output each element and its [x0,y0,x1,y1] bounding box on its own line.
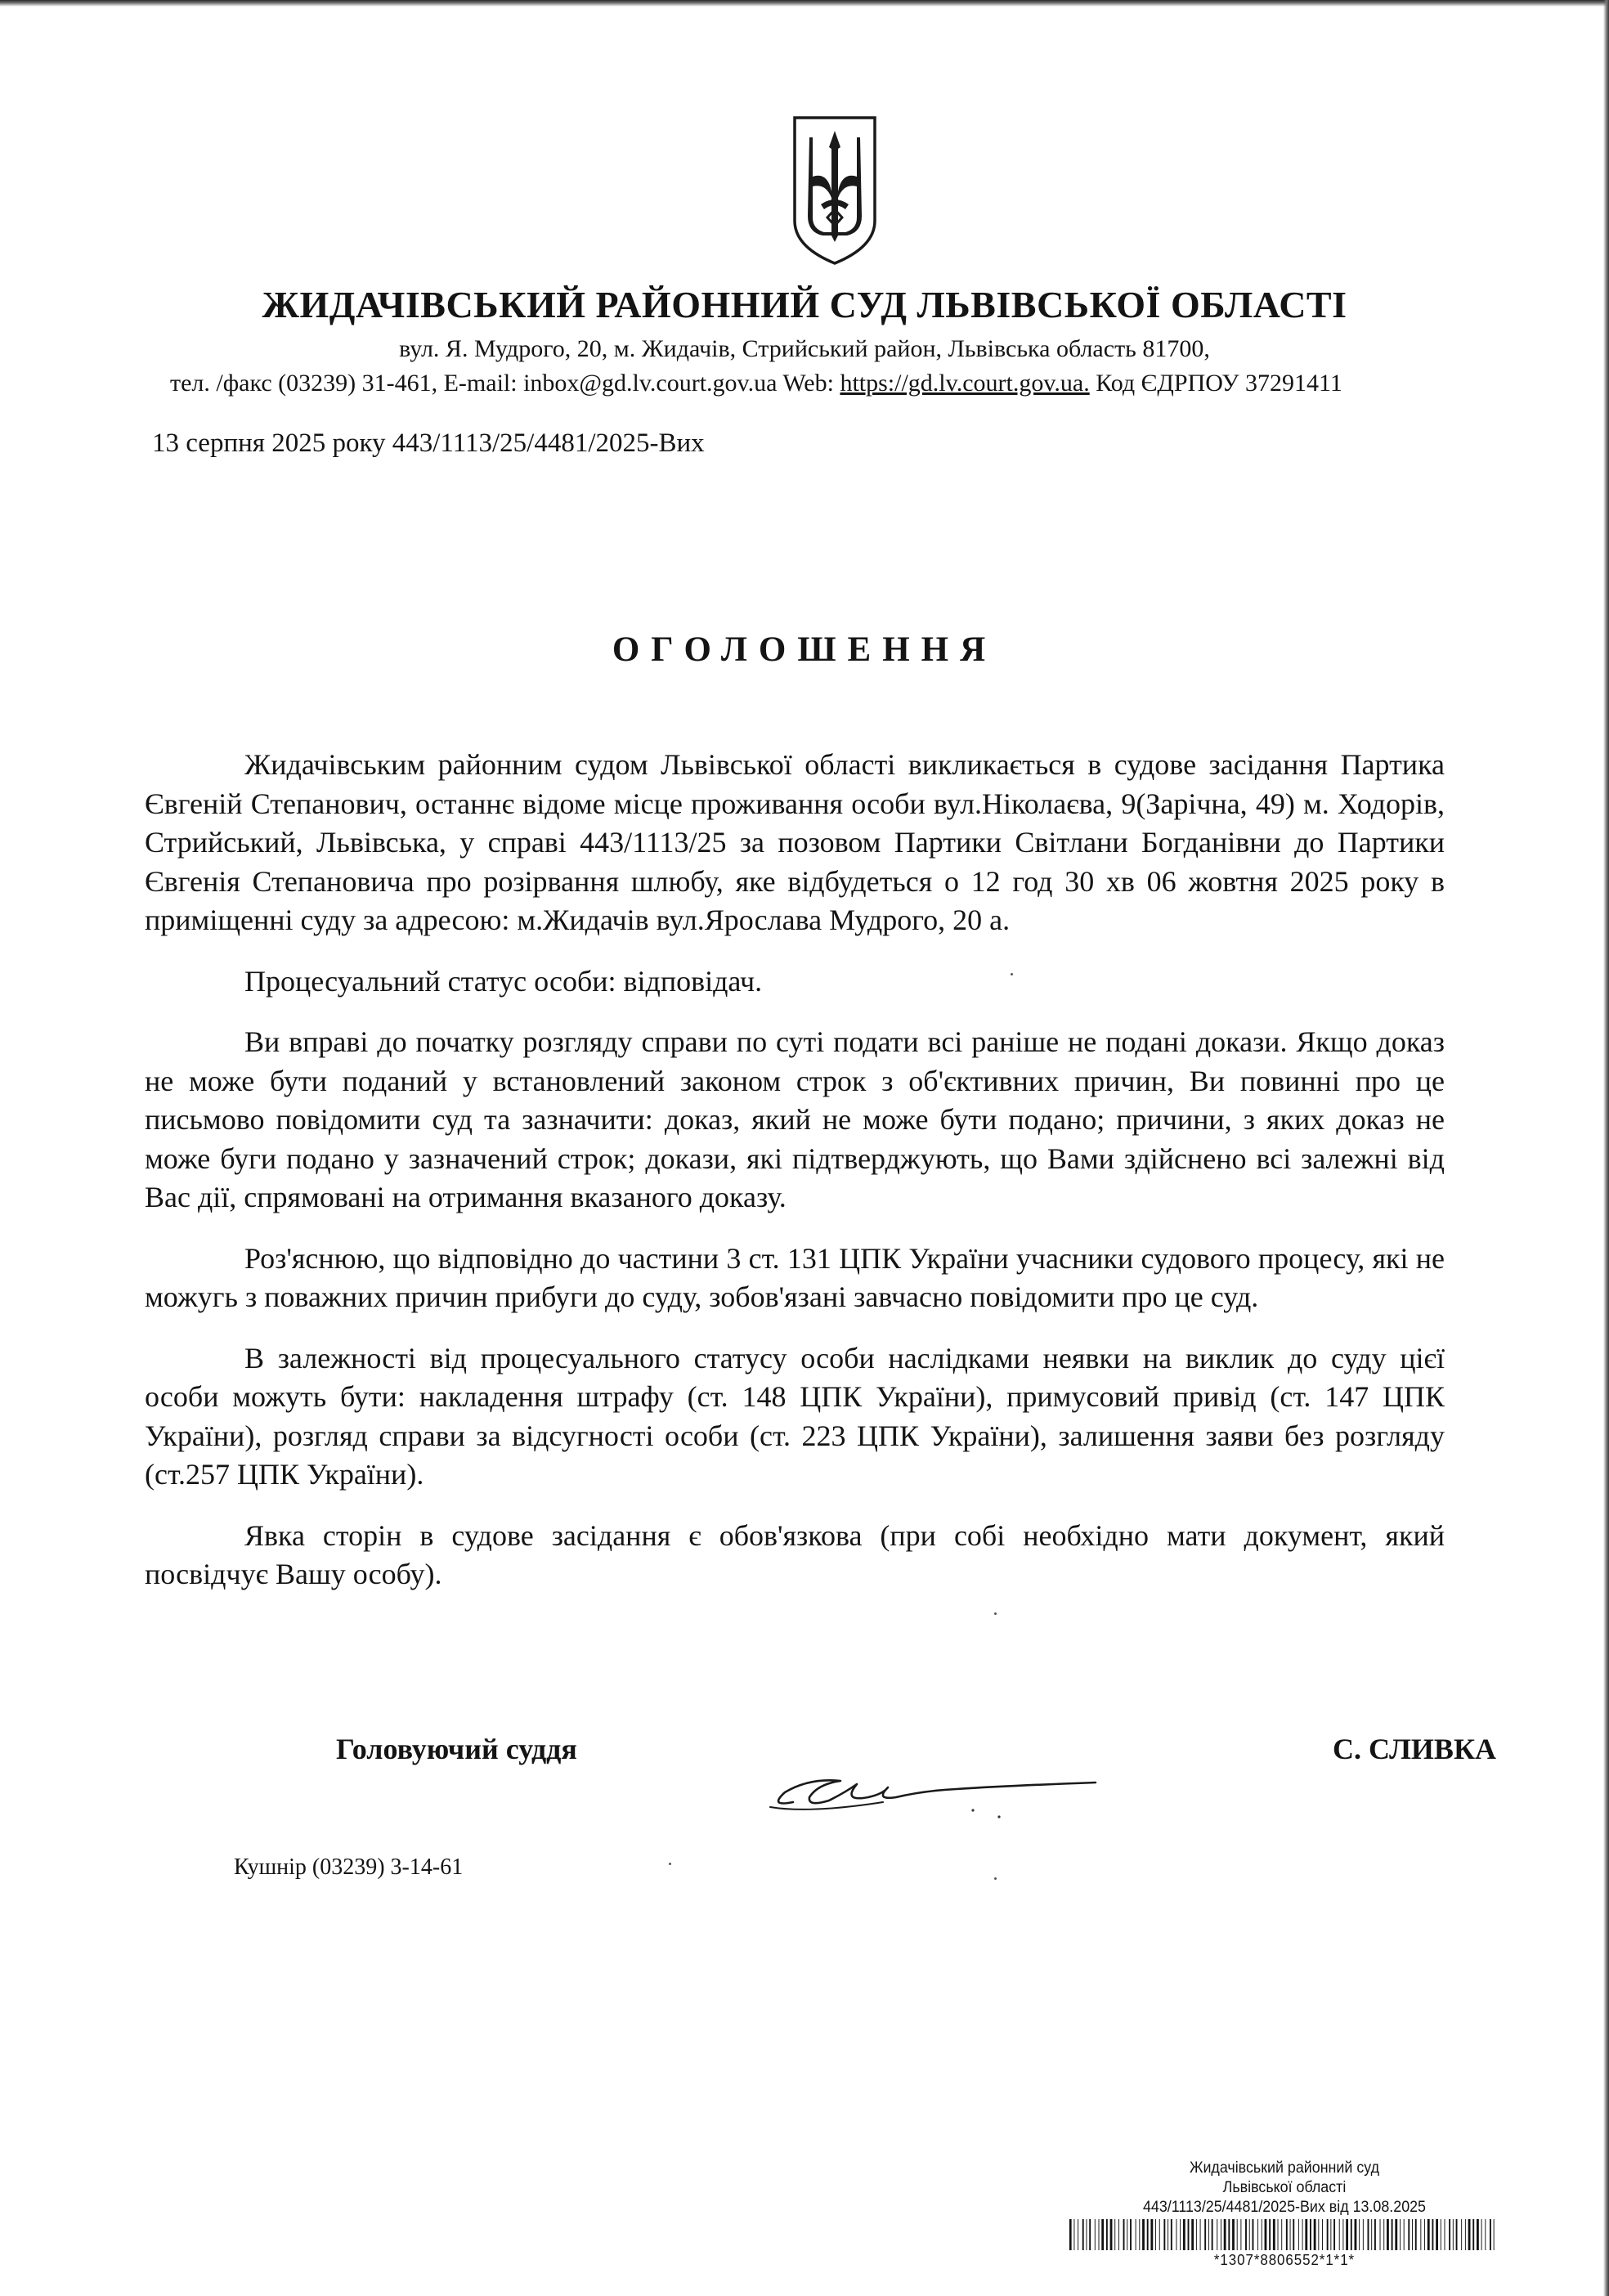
barcode-icon [1069,2219,1499,2250]
paragraph-evidence: Ви вправі до початку розгляду справи по суті подати всі раніше не подані докази. Якщо доказ не може бути поданий у встановлений законом строк з об'єктивних причин, Ви повинні про це письмово повідомити суд та зазначити: доказ, який не може бути подано; причини, з яких доказ не може буги подано у зазначений строк; докази, які підтверджують, що Вами здійснено всі залежні від Вас дії, спрямовані на отримання вказаного доказу. [145,1025,1445,1213]
presiding-judge-label: Головуючий суддя [336,1733,577,1765]
scan-edge-top [0,0,1609,7]
court-contacts [170,370,1342,397]
paragraph-attendance: Явка сторін в судове засідання є обов'язкова (при собі необхідно мати документ, який посвідчує Вашу особу). [145,1518,1445,1590]
executor-contact: Кушнір (03239) 3-14-61 [234,1854,464,1880]
stamp-court-name: Жидачівський районний суд [1189,2159,1380,2177]
trident-coat-of-arms-icon [790,113,880,267]
registration-stamp [1062,2159,1506,2270]
scan-speck [994,1612,997,1615]
stamp-region: Львівської області [1222,2179,1347,2196]
document-body [145,746,1445,1617]
document-reference: 13 серпня 2025 року 443/1113/25/4481/2025-Вих [152,428,705,458]
scan-speck [1011,973,1013,975]
scan-speck [994,1877,997,1880]
paragraph-summons: Жидачівським районним судом Львівської області викликається в судове засідання Партика Євгеній Степанович, останнє відоме місце проживання особи вул.Ніколаєва, 9(Зарічна, 49) м. Ходорів, Стрийський, Львівська, у справі 443/1113/25 за позовом Партики Світлани Богданівни до Партики Євгенія Степановича про розірвання шлюбу, яке відбудеться о 12 год 30 хв 06 жовтня 2025 року в приміщенні суду за адресою: м.Жидачів вул.Ярослава Мудрого, 20 а. [145,748,1445,936]
paragraph-consequences: В залежності від процесуального статусу особи наслідками неявки на виклик до суду цієї особи можуть бути: накладення штрафу (ст. 148 ЦПК України), примусовий привід (ст. 147 ЦПК України), розгляд справи за відсугності особи (ст. 223 ЦПК України), залишення заяви без розгляду (ст.257 ЦПК України). [145,1341,1445,1491]
website-link[interactable]: https://gd.lv.court.gov.ua. [840,370,1090,397]
court-address: вул. Я. Мудрого, 20, м. Жидачів, Стрийський район, Львівська область 81700, [399,335,1210,362]
court-name: ЖИДАЧІВСЬКИЙ РАЙОННИЙ СУД ЛЬВІВСЬКОЇ ОБЛАСТІ [262,284,1347,325]
paragraph-notice: Роз'яснюю, що відповідно до частини 3 ст. 131 ЦПК України учасники судового процесу, які не можугь з поважних причин прибуги до суду, зобов'язані завчасно повідомити про це суд. [145,1241,1445,1313]
edrpou-code: Код ЄДРПОУ 37291411 [1089,370,1342,397]
barcode-number: *1307*8806552*1*1* [1213,2252,1356,2268]
document-title: ОГОЛОШЕННЯ [612,630,997,669]
judge-name: С. СЛИВКА [1333,1733,1497,1765]
handwritten-signature [760,1760,1104,1825]
stamp-registration-number: 443/1113/25/4481/2025-Вих від 13.08.2025 [1142,2199,1427,2216]
scan-speck [669,1863,671,1865]
contacts-prefix: тел. /факс (03239) 31-461, E-mail: inbox@gd.lv.court.gov.ua Web: [170,370,840,397]
paragraph-status: Процесуальний статус особи: відповідач. [244,964,763,998]
